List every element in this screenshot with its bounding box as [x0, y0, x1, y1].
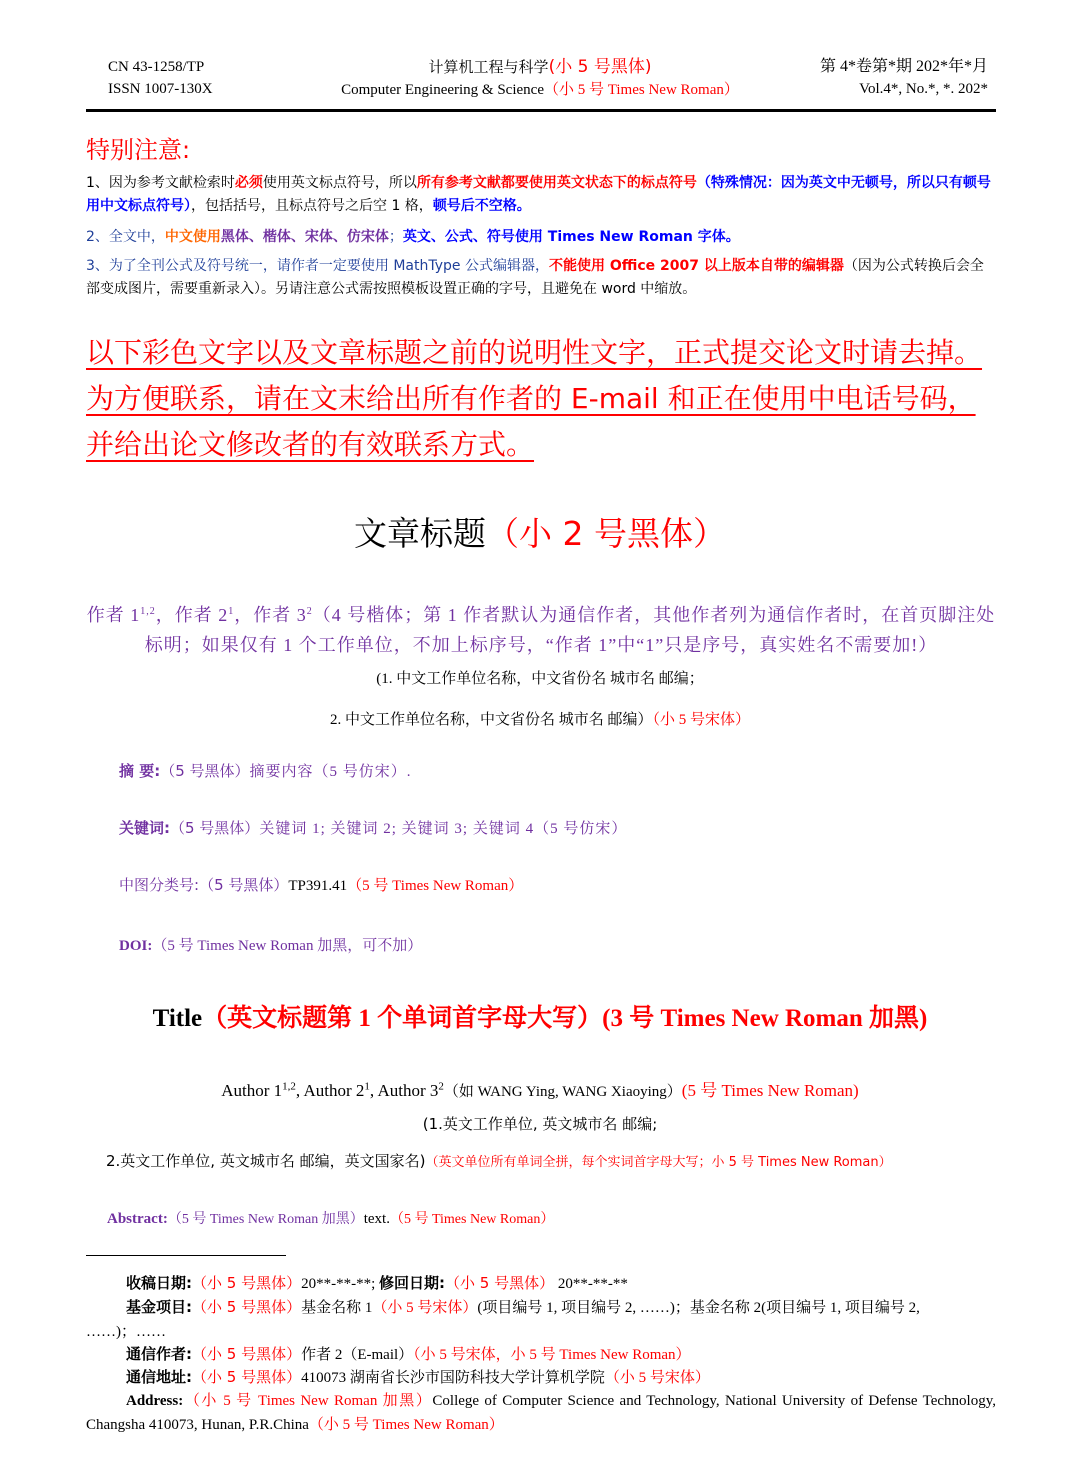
header-rule — [86, 109, 996, 112]
english-title: Title（英文标题第 1 个单词首字母大写）(3 号 Times New Roman 加黑) — [152, 1005, 928, 1032]
notice-item-1: 1、因为参考文献检索时必须使用英文标点符号，所以所有参考文献都要使用英文状态下的标点符号（特殊情况：因为英文中无顿号，所以只有顿号用中文标点符号），包括括号，且标点符号之后空 1 格，顿号后不空格。 — [86, 175, 991, 214]
doi: DOI:（5 号 Times New Roman 加黑，可不加） — [119, 938, 423, 954]
classification-number: 中图分类号:（5 号黑体）TP391.41（5 号 Times New Roman） — [119, 876, 524, 894]
keywords-cn: 关键词:（5 号黑体）关键词 1; 关键词 2; 关键词 3; 关键词 4（5 号仿宋） — [119, 819, 628, 837]
footnote-fund: 基金项目:（小 5 号黑体）基金名称 1（小 5 号宋体）(项目编号 1, 项目编号 2, ……)；基金名称 2(项目编号 1, 项目编号 2, ……)；…… — [86, 1298, 920, 1340]
english-abstract: Abstract:（5 号 Times New Roman 加黑）text.（5 号 Times New Roman） — [107, 1211, 555, 1227]
issn-number: ISSN 1007-130X — [108, 81, 213, 97]
volume-cn: 第 4*卷第*期 202*年*月 — [819, 58, 988, 75]
cn-number: CN 43-1258/TP — [108, 59, 205, 75]
footnote-rule — [86, 1255, 286, 1256]
footnote-corresponding: 通信作者:（小 5 号黑体）作者 2（E-mail）（小 5 号宋体，小 5 号 Times New Roman） — [126, 1345, 691, 1363]
removal-instruction: 以下彩色文字以及文章标题之前的说明性文字，正式提交论文时请去掉。为方便联系，请在文末给出所有作者的 E-mail 和正在使用中电话号码，并给出论文修改者的有效联系方式。 — [86, 336, 983, 461]
footnote-english-address: Address:（小 5 号 Times New Roman 加黑）College of Computer Science and Technology, National University of Defense Technology, Changsha 410073, Hunan, P.R.China（小 5 号 Times New Roman） — [86, 1393, 996, 1433]
author-list: 作者 1$^{1,2}$，作者 $2^1$，作者 $3^2(4$ 号楷体；第 1 作者默认为通信作者，其他作者列为通信作者时，在首页脚注处标明；如果仅有 1 个工作单位，不加上标序号，“作者 1”中“1”只是序号，真实姓名不需要加!） — [86, 605, 996, 655]
volume-info — [820, 56, 988, 100]
journal-name-cn: 计算机工程与科学(小 5 号黑体) — [428, 57, 652, 77]
footnote-dates: 收稿日期:（小 5 号黑体）20**-**-**; 修回日期:（小 5 号黑体） 20**-**-** — [126, 1274, 628, 1292]
notice-item-3: 3、为了全刊公式及符号统一，请作者一定要使用 MathType 公式编辑器，不能使用 Office 2007 以上版本自带的编辑器（因为公式转换后会全部变成图片，需要重新录入）。另请注意公式需按照模板设置正确的字号，且避免在 word 中缩放。 — [86, 258, 984, 297]
affiliation-line-2: 2. 中文工作单位名称，中文省份名 城市名 邮编）（小 5 号宋体） — [329, 712, 751, 728]
abstract-cn: 摘 要:（5 号黑体）摘要内容（5 号仿宋）. — [119, 762, 412, 780]
notice-item-2: 2、全文中，中文使用黑体、楷体、宋体、仿宋体；英文、公式、符号使用 Times New Roman 字体。 — [86, 229, 740, 245]
article-title: 文章标题（小 2 号黑体） — [354, 514, 726, 553]
affiliation-line-1: (1. 中文工作单位名称，中文省份名 城市名 邮编； — [376, 671, 704, 687]
english-affiliation-2: 2.英文工作单位, 英文城市名 邮编，英文国家名)（英文单位所有单词全拼，每个实词首字母大写；小 5 号 Times New Roman） — [106, 1152, 892, 1170]
english-affiliation-1: (1.英文工作单位, 英文城市名 邮编; — [422, 1115, 658, 1133]
volume-en: Vol.4*, No.*, *. 202* — [859, 81, 988, 97]
notice-title: 特别注意: — [86, 136, 191, 164]
footnote-address: 通信地址:（小 5 号黑体）410073 湖南省长沙市国防科技大学计算机学院（小 5 号宋体） — [126, 1368, 710, 1386]
journal-name-en: Computer Engineering & Science（小 5 号 Times New Roman） — [341, 82, 739, 98]
english-authors: Author 1$^{1,2}$, Author $2^1$, Author $3^2$（如 WANG Ying, WANG Xiaoying）(5 号 Times New Roman) — [221, 1080, 859, 1100]
